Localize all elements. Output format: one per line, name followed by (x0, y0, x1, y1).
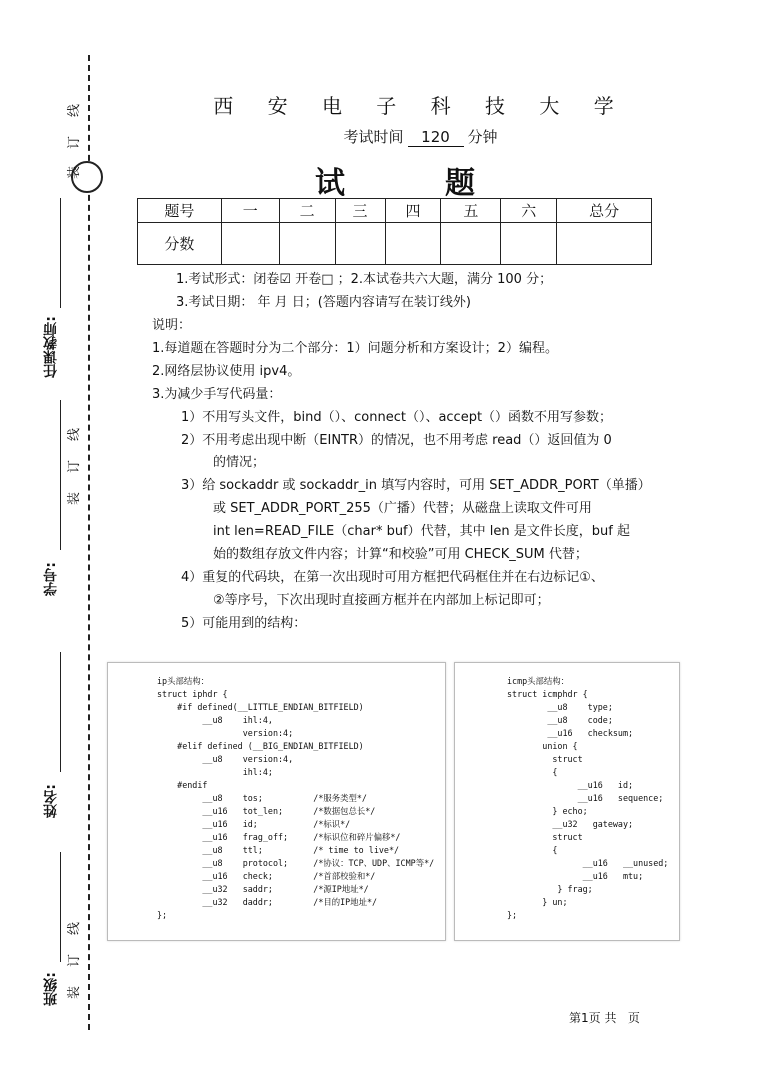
instruction-sub-3-line-3: int len=READ_FILE（char* buf）代替，其中 len 是文件长度，buf 起 (213, 524, 630, 539)
icmp-header-code-box (454, 662, 680, 941)
score-cell[interactable] (501, 223, 557, 265)
header-cell: 总分 (557, 199, 652, 223)
binding-dashed-line (88, 55, 90, 1030)
student-id-label: 学号: (43, 562, 59, 596)
score-table (137, 198, 652, 265)
header-cell: 五 (441, 199, 501, 223)
score-table-header-row (138, 199, 652, 223)
score-cell[interactable] (557, 223, 652, 265)
instruction-sub-2-line-2: 的情况； (213, 455, 266, 470)
header-cell: 题号 (138, 199, 222, 223)
header-cell: 二 (279, 199, 335, 223)
page-title (315, 158, 475, 202)
university-name: 西 安 电 子 科 技 大 学 (213, 94, 628, 118)
margin-char-xian-mid: 线 (67, 427, 83, 442)
margin-char-zhuang-mid: 装 (67, 491, 83, 506)
header-cell: 六 (501, 199, 557, 223)
ip-header-code-box (107, 662, 446, 941)
header-cell: 四 (385, 199, 441, 223)
student-id-blank-line (60, 400, 61, 550)
score-cell[interactable] (385, 223, 441, 265)
duration-value: 120 (408, 128, 464, 147)
exam-info-line-1: 1.考试形式：闭卷☑ 开卷□ ；2.本试卷共六大题，满分 100 分； (176, 272, 553, 287)
instruction-sub-1: 1）不用写头文件，bind（）、connect（）、accept（）函数不用写参数； (181, 410, 613, 425)
title-char-right: 题 (445, 166, 475, 201)
margin-char-zhuang-top: 装 (67, 165, 83, 180)
margin-char-ding-top: 订 (67, 135, 83, 150)
instruction-sub-3-line-4: 始的数组存放文件内容；计算“和校验”可用 CHECK_SUM 代替； (213, 547, 588, 562)
ip-header-code: ip头部结构： struct iphdr { #if defined(__LITTLE_ENDIAN_BITFIELD) __u8 ihl:4, version:4; #elif defined (__BIG_ENDIAN_BITFIELD) __u8 version:4, ihl:4; #endif __u8 tos; /*服务类型*/ __u16 tot_len; /*数据包总长*/ __u16 id; /*标识*/ __u16 frag_off; /*标识位和碎片偏移*/ __u8 ttl; /* time to live*/ __u8 protocol; /*协议：TCP、UDP、ICMP等*/ __u16 check; /*首部校验和*/ __u32 saddr; /*源IP地址*/ __u32 daddr; /*目的IP地址*/ }; (157, 676, 435, 920)
margin-char-zhuang-bottom: 装 (67, 985, 83, 1000)
instruction-item-3: 3.为减少手写代码量： (152, 387, 282, 402)
instruction-item-1: 1.每道题在答题时分为二个部分：1）问题分析和方案设计；2）编程。 (152, 341, 558, 356)
instruction-sub-3-line-2: 或 SET_ADDR_PORT_255（广播）代替；从磁盘上读取文件可用 (213, 501, 592, 516)
exam-duration (0, 126, 761, 150)
instructions-heading: 说明： (152, 318, 192, 333)
score-cell[interactable] (441, 223, 501, 265)
name-blank-line (60, 652, 61, 772)
score-table-score-row (138, 223, 652, 265)
class-label: 班级: (43, 972, 59, 1006)
score-cell[interactable] (335, 223, 385, 265)
class-blank-line (60, 852, 61, 962)
instruction-sub-5: 5）可能用到的结构： (181, 616, 307, 631)
margin-char-xian-top: 线 (67, 103, 83, 118)
page-number: 第1页 共 页 (569, 1011, 640, 1025)
header-cell: 一 (221, 199, 279, 223)
instruction-sub-4-line-1: 4）重复的代码块，在第一次出现时可用方框把代码框住并在右边标记①、 (181, 570, 604, 585)
teacher-blank-line (60, 198, 61, 308)
margin-char-ding-bottom: 订 (67, 953, 83, 968)
duration-suffix: 分钟 (467, 128, 498, 146)
score-cell[interactable] (221, 223, 279, 265)
name-label: 姓名: (43, 784, 59, 818)
instruction-sub-4-line-2: ②等序号，下次出现时直接画方框并在内部加上标记即可； (213, 593, 550, 608)
instruction-sub-3-line-1: 3）给 sockaddr 或 sockaddr_in 填写内容时，可用 SET_ADDR_PORT（单播） (181, 478, 651, 493)
margin-char-ding-mid: 订 (67, 459, 83, 474)
title-char-left: 试 (315, 166, 345, 201)
teacher-label: 任课教师: (43, 316, 59, 378)
instruction-item-2: 2.网络层协议使用 ipv4。 (152, 364, 301, 379)
icmp-header-code: icmp头部结构： struct icmphdr { __u8 type; __u8 code; __u16 checksum; union { struct { __u16 id; __u16 sequence; } echo; __u32 gateway; struct { __u16 __unused; __u16 mtu; } frag; } un; }; (507, 676, 669, 920)
score-row-label: 分数 (138, 223, 222, 265)
score-cell[interactable] (279, 223, 335, 265)
header-cell: 三 (335, 199, 385, 223)
margin-char-xian-bottom: 线 (67, 921, 83, 936)
duration-prefix: 考试时间 (343, 128, 404, 146)
exam-info-line-2: 3.考试日期： 年 月 日；(答题内容请写在装订线外) (176, 295, 471, 310)
instruction-sub-2-line-1: 2）不用考虑出现中断（EINTR）的情况，也不用考虑 read（）返回值为 0 (181, 433, 612, 448)
